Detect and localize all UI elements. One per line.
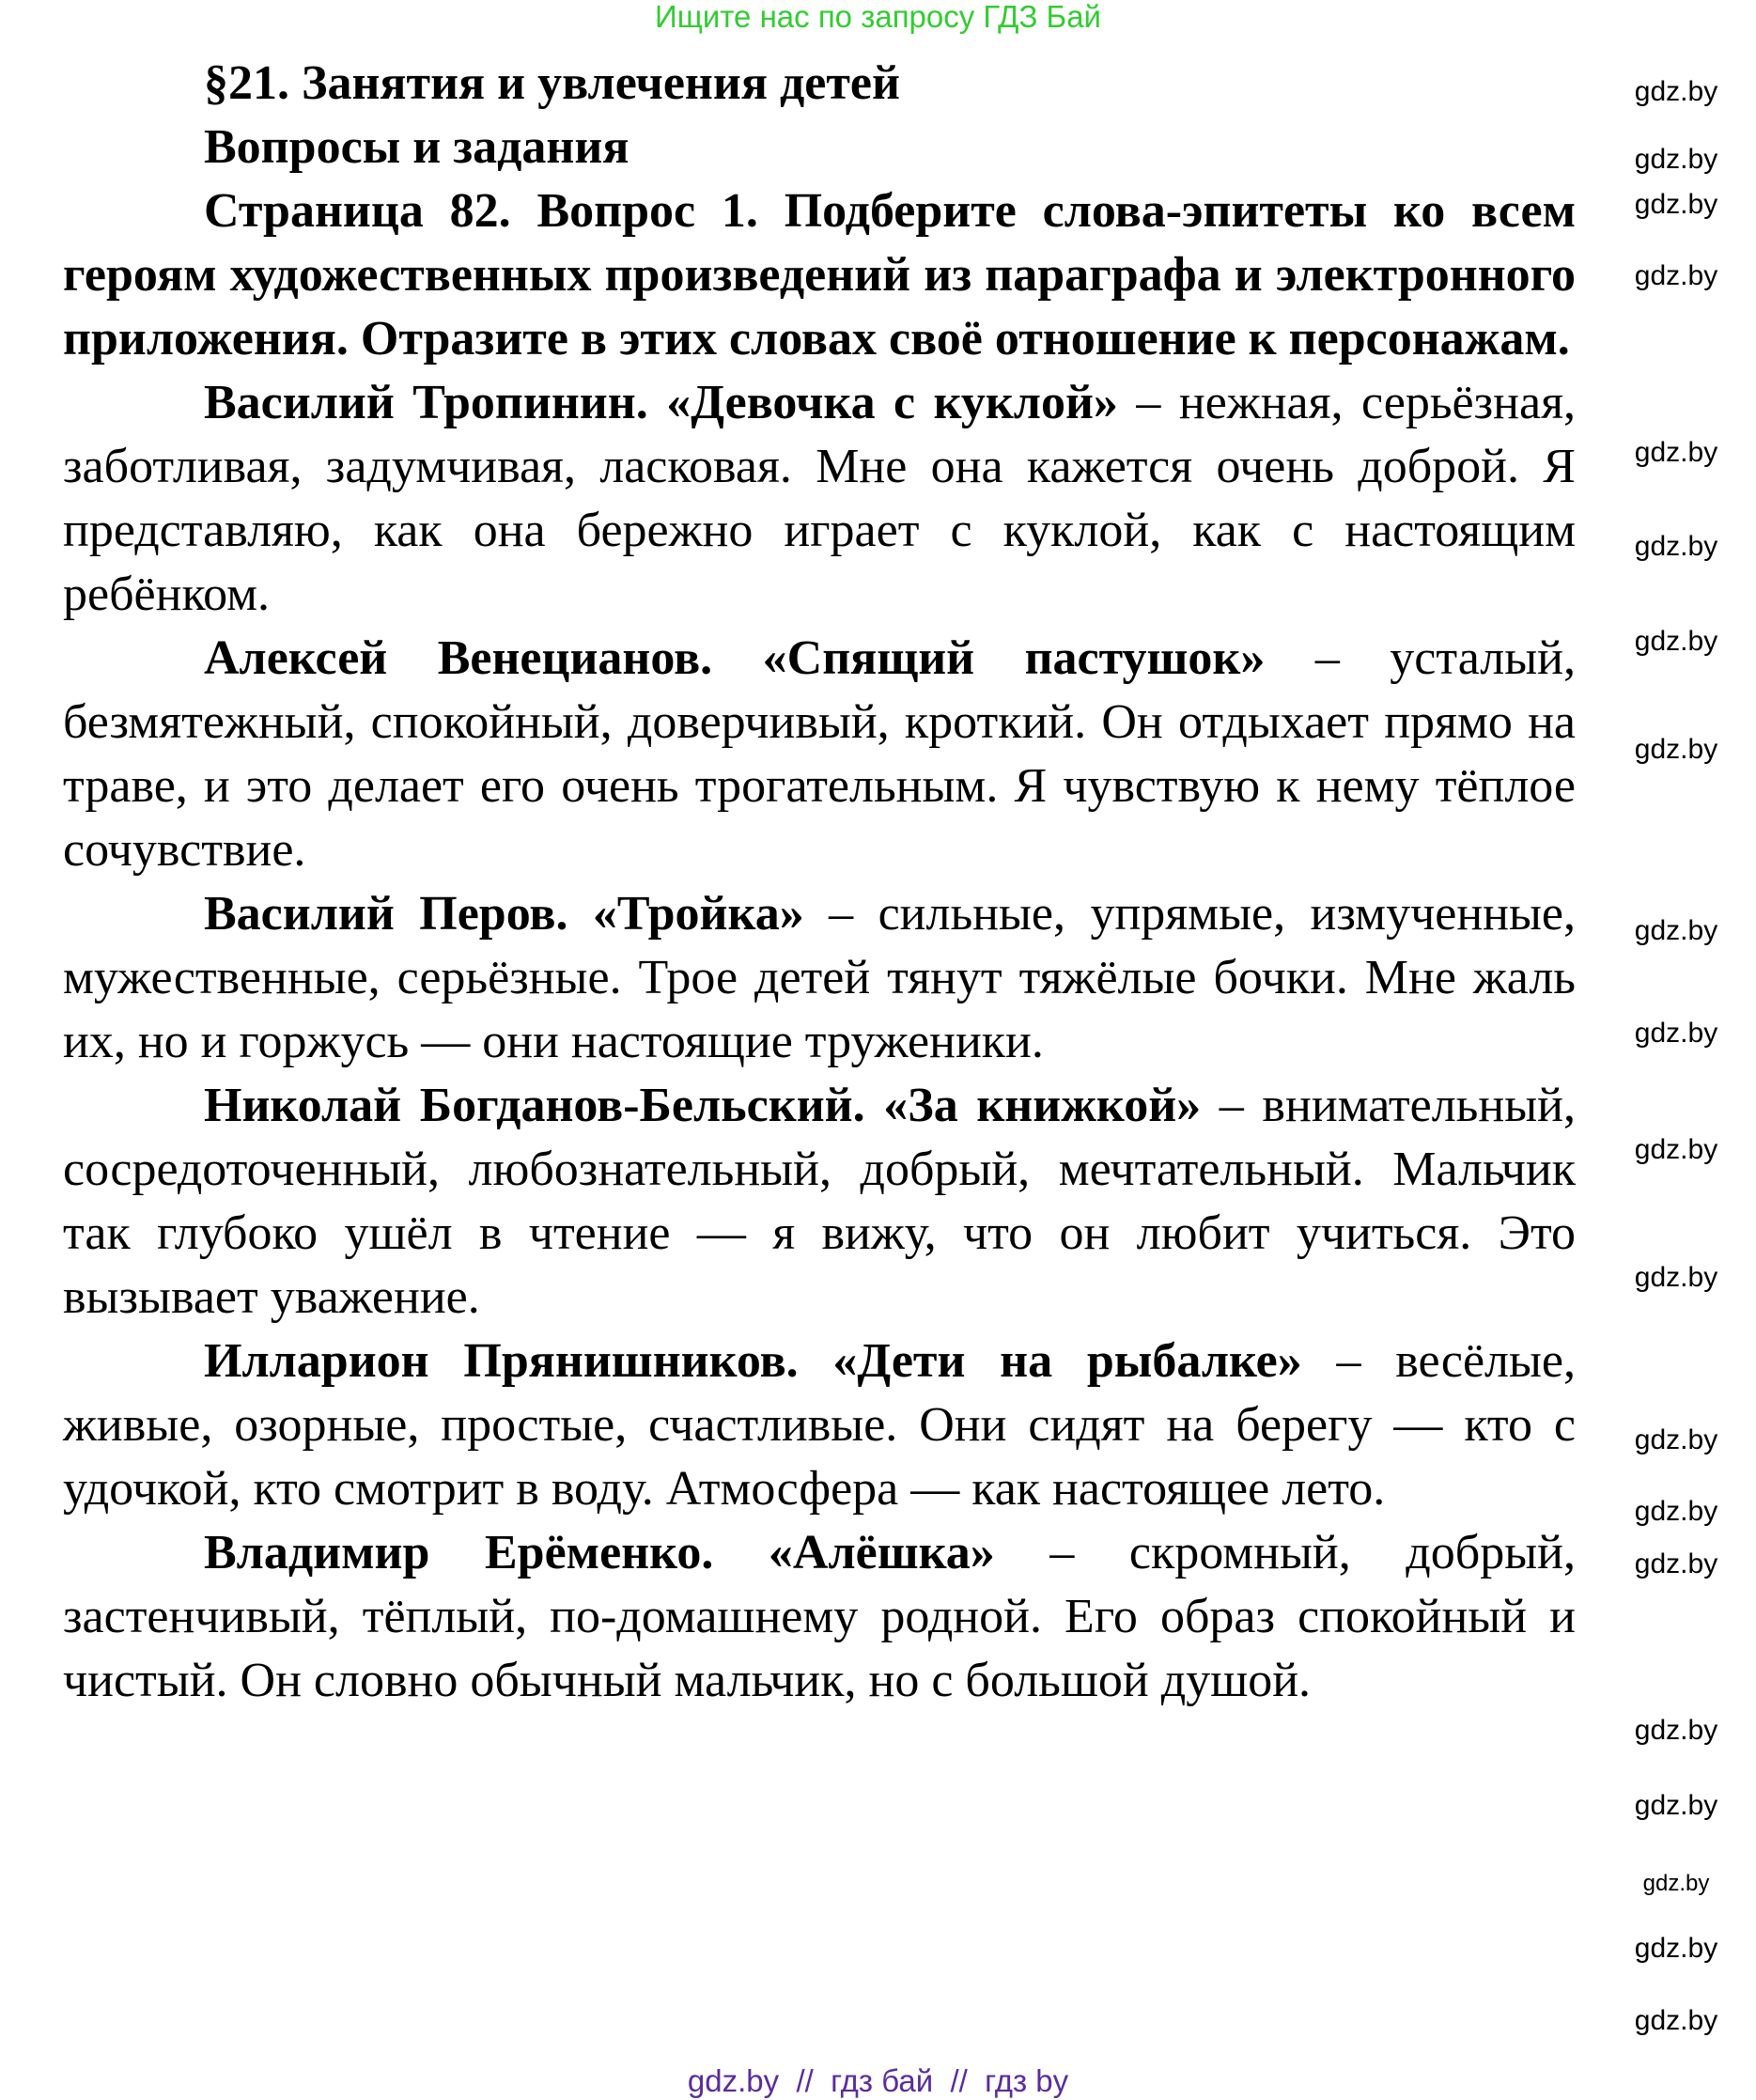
answer-paragraph: Василий Тропинин. «Девочка с куклой» – нежная, серьёзная, заботливая, задумчивая, ласковая. Мне она кажется очень доброй. Я представляю, как она бережно играет с куклой, как с настоящим ребёнком. [63,376,1576,621]
watermark: gdz.by [1634,1018,1718,1049]
answer-paragraph: Василий Перов. «Тройка» – сильные, упрямые, измученные, мужественные, серьёзные. Трое детей тянут тяжёлые бочки. Мне жаль их, но и горжусь — они настоящие труженики. [63,887,1576,1068]
watermark: gdz.by [1634,1424,1718,1455]
watermark: gdz.by [1634,1134,1718,1165]
answer-paragraph: Николай Богданов-Бельский. «За книжкой» – внимательный, сосредоточенный, любознательный, добрый, мечтательный. Мальчик так глубоко ушёл в чтение — я вижу, что он любит учиться. Это вызывает уважение. [63,1079,1576,1324]
watermark: gdz.by [1634,1933,1718,1964]
answer-paragraph: Алексей Венецианов. «Спящий пастушок» – усталый, безмятежный, спокойный, доверчивый, кроткий. Он отдыхает прямо на траве, и это делает его очень трогательным. Я чувствую к нему тёплое сочувствие. [63,631,1576,877]
watermark: gdz.by [1634,1262,1718,1293]
section-title: §21. Занятия и увлечения детей [204,56,900,110]
watermark: gdz.by [1634,189,1718,220]
answer-paragraph: Владимир Ерёменко. «Алёшка» – скромный, добрый, застенчивый, тёплый, по-домашнему родной. Его образ спокойный и чистый. Он словно обычный мальчик, но с большой душой. [63,1526,1576,1707]
watermark: gdz.by [1634,144,1718,175]
watermark: gdz.by [1634,76,1718,107]
search-banner[interactable]: Ищите нас по запросу ГДЗ Бай [655,0,1101,34]
section-subtitle: Вопросы и задания [204,120,629,174]
footer-text[interactable]: gdz.by // гдз бай // гдз by [687,2063,1069,2098]
watermark: gdz.by [1634,1548,1718,1579]
watermark: gdz.by [1634,626,1718,657]
watermark: gdz.by [1634,260,1718,291]
question: Страница 82. Вопрос 1. Подберите слова-эпитеты ко всем героям художественных произведений из параграфа и электронного приложения. Отразите в этих словах своё отношение к персонажам. [63,184,1576,366]
watermarks [1597,0,1756,2100]
watermark: gdz.by [1634,437,1718,468]
footer-links[interactable] [0,2063,1756,2099]
watermark: gdz.by [1634,1715,1718,1746]
answer-paragraph: Илларион Прянишников. «Дети на рыбалке» – весёлые, живые, озорные, простые, счастливые. Они сидят на берегу — кто с удочкой, кто смотрит в воду. Атмосфера — как настоящее лето. [63,1334,1576,1516]
watermark: gdz.by [1634,531,1718,562]
watermark: gdz.by [1634,734,1718,765]
watermark: gdz.by [1634,915,1718,946]
watermark: gdz.by [1634,1790,1718,1821]
watermark: gdz.by [1634,2005,1718,2036]
watermark: gdz.by [1634,1496,1718,1527]
watermark: gdz.by [1642,1871,1710,1896]
document-body [63,52,1576,1713]
